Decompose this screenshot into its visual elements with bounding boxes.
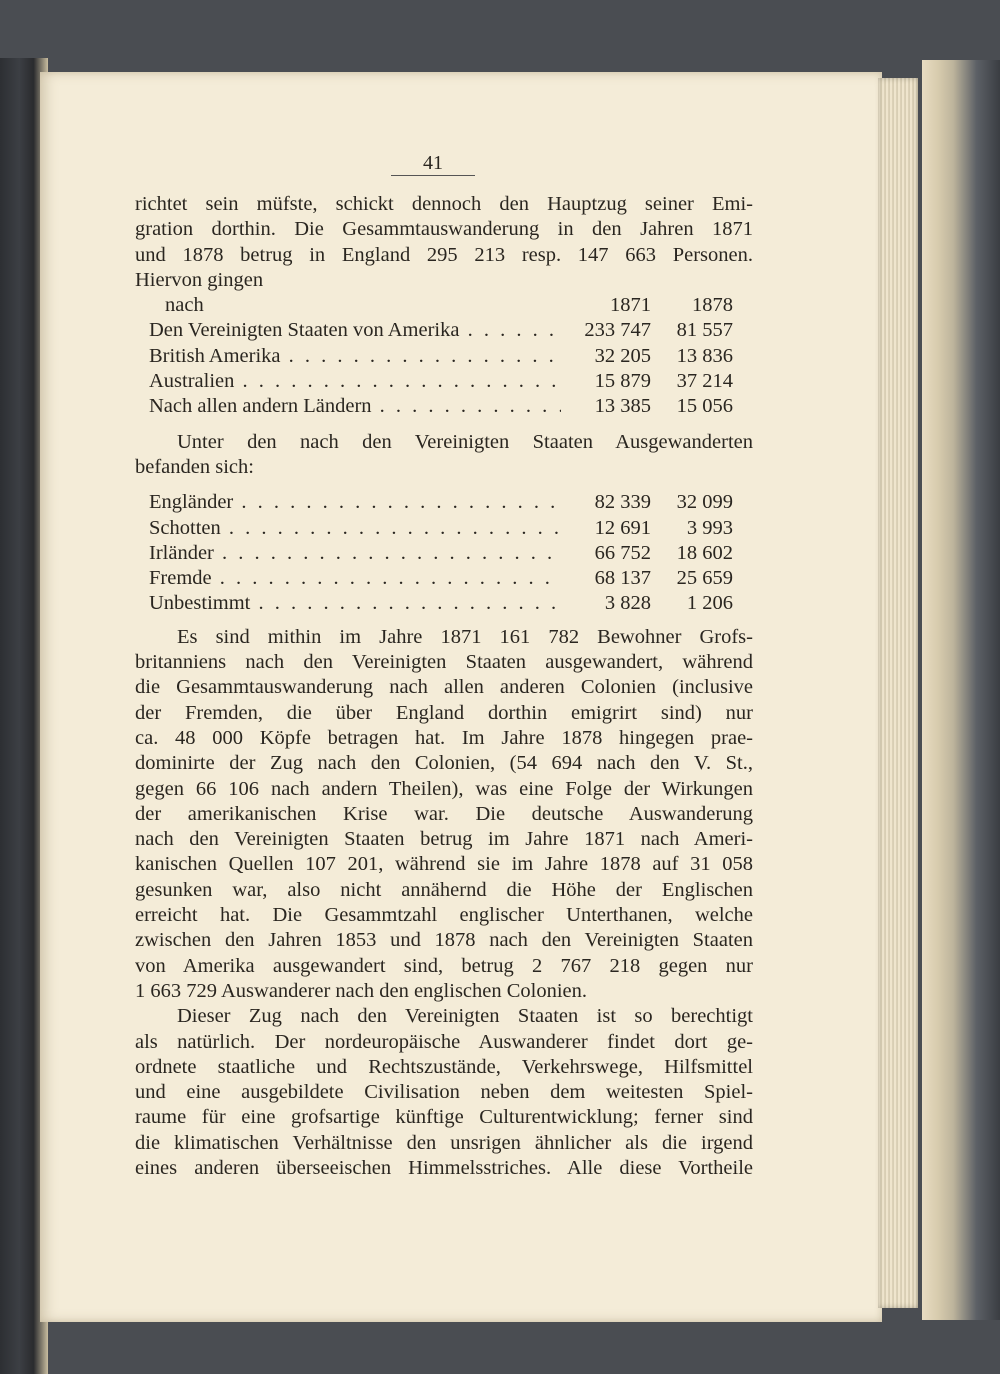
text-line: von Amerika ausgewandert sind, betrug 2 767 218 gegen nur [135,954,753,977]
paragraph-justification [135,1004,753,1181]
text-line: der amerikanischen Krise war. Die deutsche Auswanderung [135,802,753,825]
emigrant-origin-table [149,490,733,616]
book-binding-right [922,60,1000,1320]
page-text [135,152,753,1181]
page-edges [878,78,918,1308]
value-1871: 3 828 [561,591,651,616]
row-label: Den Vereinigten Staaten von Amerika . . . [149,318,561,343]
text-line: gesunken war, also nicht annähernd die Höhe der Englischen [135,878,753,901]
text-line: gration dorthin. Die Gesammtauswanderung in den Jahren 1871 [135,218,753,241]
value-1878: 25 659 [651,566,733,591]
table-row [149,566,733,591]
text-line: raume für eine grofsartige künftige Culturentwicklung; ferner sind [135,1106,753,1129]
text-line: ordnete staatliche und Rechtszustände, Verkehrswege, Hilfsmittel [135,1055,753,1078]
text-line: der Fremden, die über England dorthin emigrirt sind) nur [135,701,753,724]
text-line: ca. 48 000 Köpfe betragen hat. Im Jahre 1878 hingegen prae- [135,726,753,749]
text-line: zwischen den Jahren 1853 und 1878 nach den Vereinigten Staaten [135,929,753,952]
value-1878: 1 206 [651,591,733,616]
text-line: Hiervon gingen [135,268,264,291]
value-1878: 81 557 [651,318,733,343]
table-row [149,490,733,515]
table-row [149,541,733,566]
value-1871: 82 339 [561,490,651,515]
row-label: Unbestimmt . . . [149,591,561,616]
row-label: Schotten . . . [149,516,561,541]
table-row [149,344,733,369]
value-1878: 15 056 [651,394,733,419]
text-line: gegen 66 106 nach andern Theilen), was eine Folge der Wirkungen [135,777,753,800]
text-line: dominirte der Zug nach den Colonien, (54 694 nach den V. St., [135,752,753,775]
table-row [149,394,733,419]
value-1871: 66 752 [561,541,651,566]
text-line: die klimatischen Verhältnisse den unsrigen ähnlicher als die irgend [135,1131,753,1154]
column-header-destination: nach [165,294,204,317]
text-line: richtet sein müfste, schickt dennoch den Hauptzug seiner Emi- [135,193,753,215]
value-1878: 13 836 [651,344,733,369]
text-line: Dieser Zug nach den Vereinigten Staaten ist so berechtigt [177,1005,753,1028]
text-line: britanniens nach den Vereinigten Staaten ausgewandert, während [135,651,753,674]
book-page [40,72,882,1322]
column-header-1878: 1878 [651,293,733,318]
table-row [149,591,733,616]
middle-paragraph [135,430,753,481]
value-1871: 12 691 [561,516,651,541]
text-line: und 1878 betrug in England 295 213 resp. 147 663 Personen. [135,243,753,266]
page-number: 41 [391,152,475,176]
column-header-1871: 1871 [561,293,651,318]
value-1878: 37 214 [651,369,733,394]
text-line: als natürlich. Der nordeuropäische Auswanderer findet dort ge- [135,1030,753,1053]
emigration-destination-table [149,293,733,419]
value-1871: 32 205 [561,344,651,369]
value-1878: 18 602 [651,541,733,566]
value-1871: 233 747 [561,318,651,343]
text-line: die Gesammtauswanderung nach allen anderen Colonien (inclusive [135,676,753,699]
value-1878: 3 993 [651,516,733,541]
text-line: befanden sich: [135,455,254,478]
table-row [149,369,733,394]
value-1871: 68 137 [561,566,651,591]
table-row [149,516,733,541]
text-line: eines anderen überseeischen Himmelsstriches. Alle diese Vortheile [135,1156,753,1179]
row-label: Fremde . . . [149,566,561,591]
table-header-row [149,293,733,318]
row-label: Engländer . . . [149,490,561,515]
row-label: Irländer . . . [149,541,561,566]
value-1878: 32 099 [651,490,733,515]
value-1871: 13 385 [561,394,651,419]
paragraph-emigration-analysis [135,625,753,1004]
text-line: und eine ausgebildete Civilisation neben dem weitesten Spiel- [135,1081,753,1104]
text-line: 1 663 729 Auswanderer nach den englischen Colonien. [135,979,588,1002]
row-label: Australien . . . [149,369,561,394]
row-label: Nach allen andern Ländern . . . [149,394,561,419]
text-line: kanischen Quellen 107 201, während sie im Jahre 1878 auf 31 058 [135,853,753,876]
intro-paragraph [135,192,753,293]
text-line: nach den Vereinigten Staaten betrug im Jahre 1871 nach Ameri- [135,828,753,851]
text-line: erreicht hat. Die Gesammtzahl englischer Unterthanen, welche [135,904,753,927]
value-1871: 15 879 [561,369,651,394]
table-row [149,318,733,343]
text-line: Es sind mithin im Jahre 1871 161 782 Bewohner Grofs- [177,625,753,648]
row-label: British Amerika . . . [149,344,561,369]
text-line: Unter den nach den Vereinigten Staaten Ausgewanderten [177,430,753,453]
